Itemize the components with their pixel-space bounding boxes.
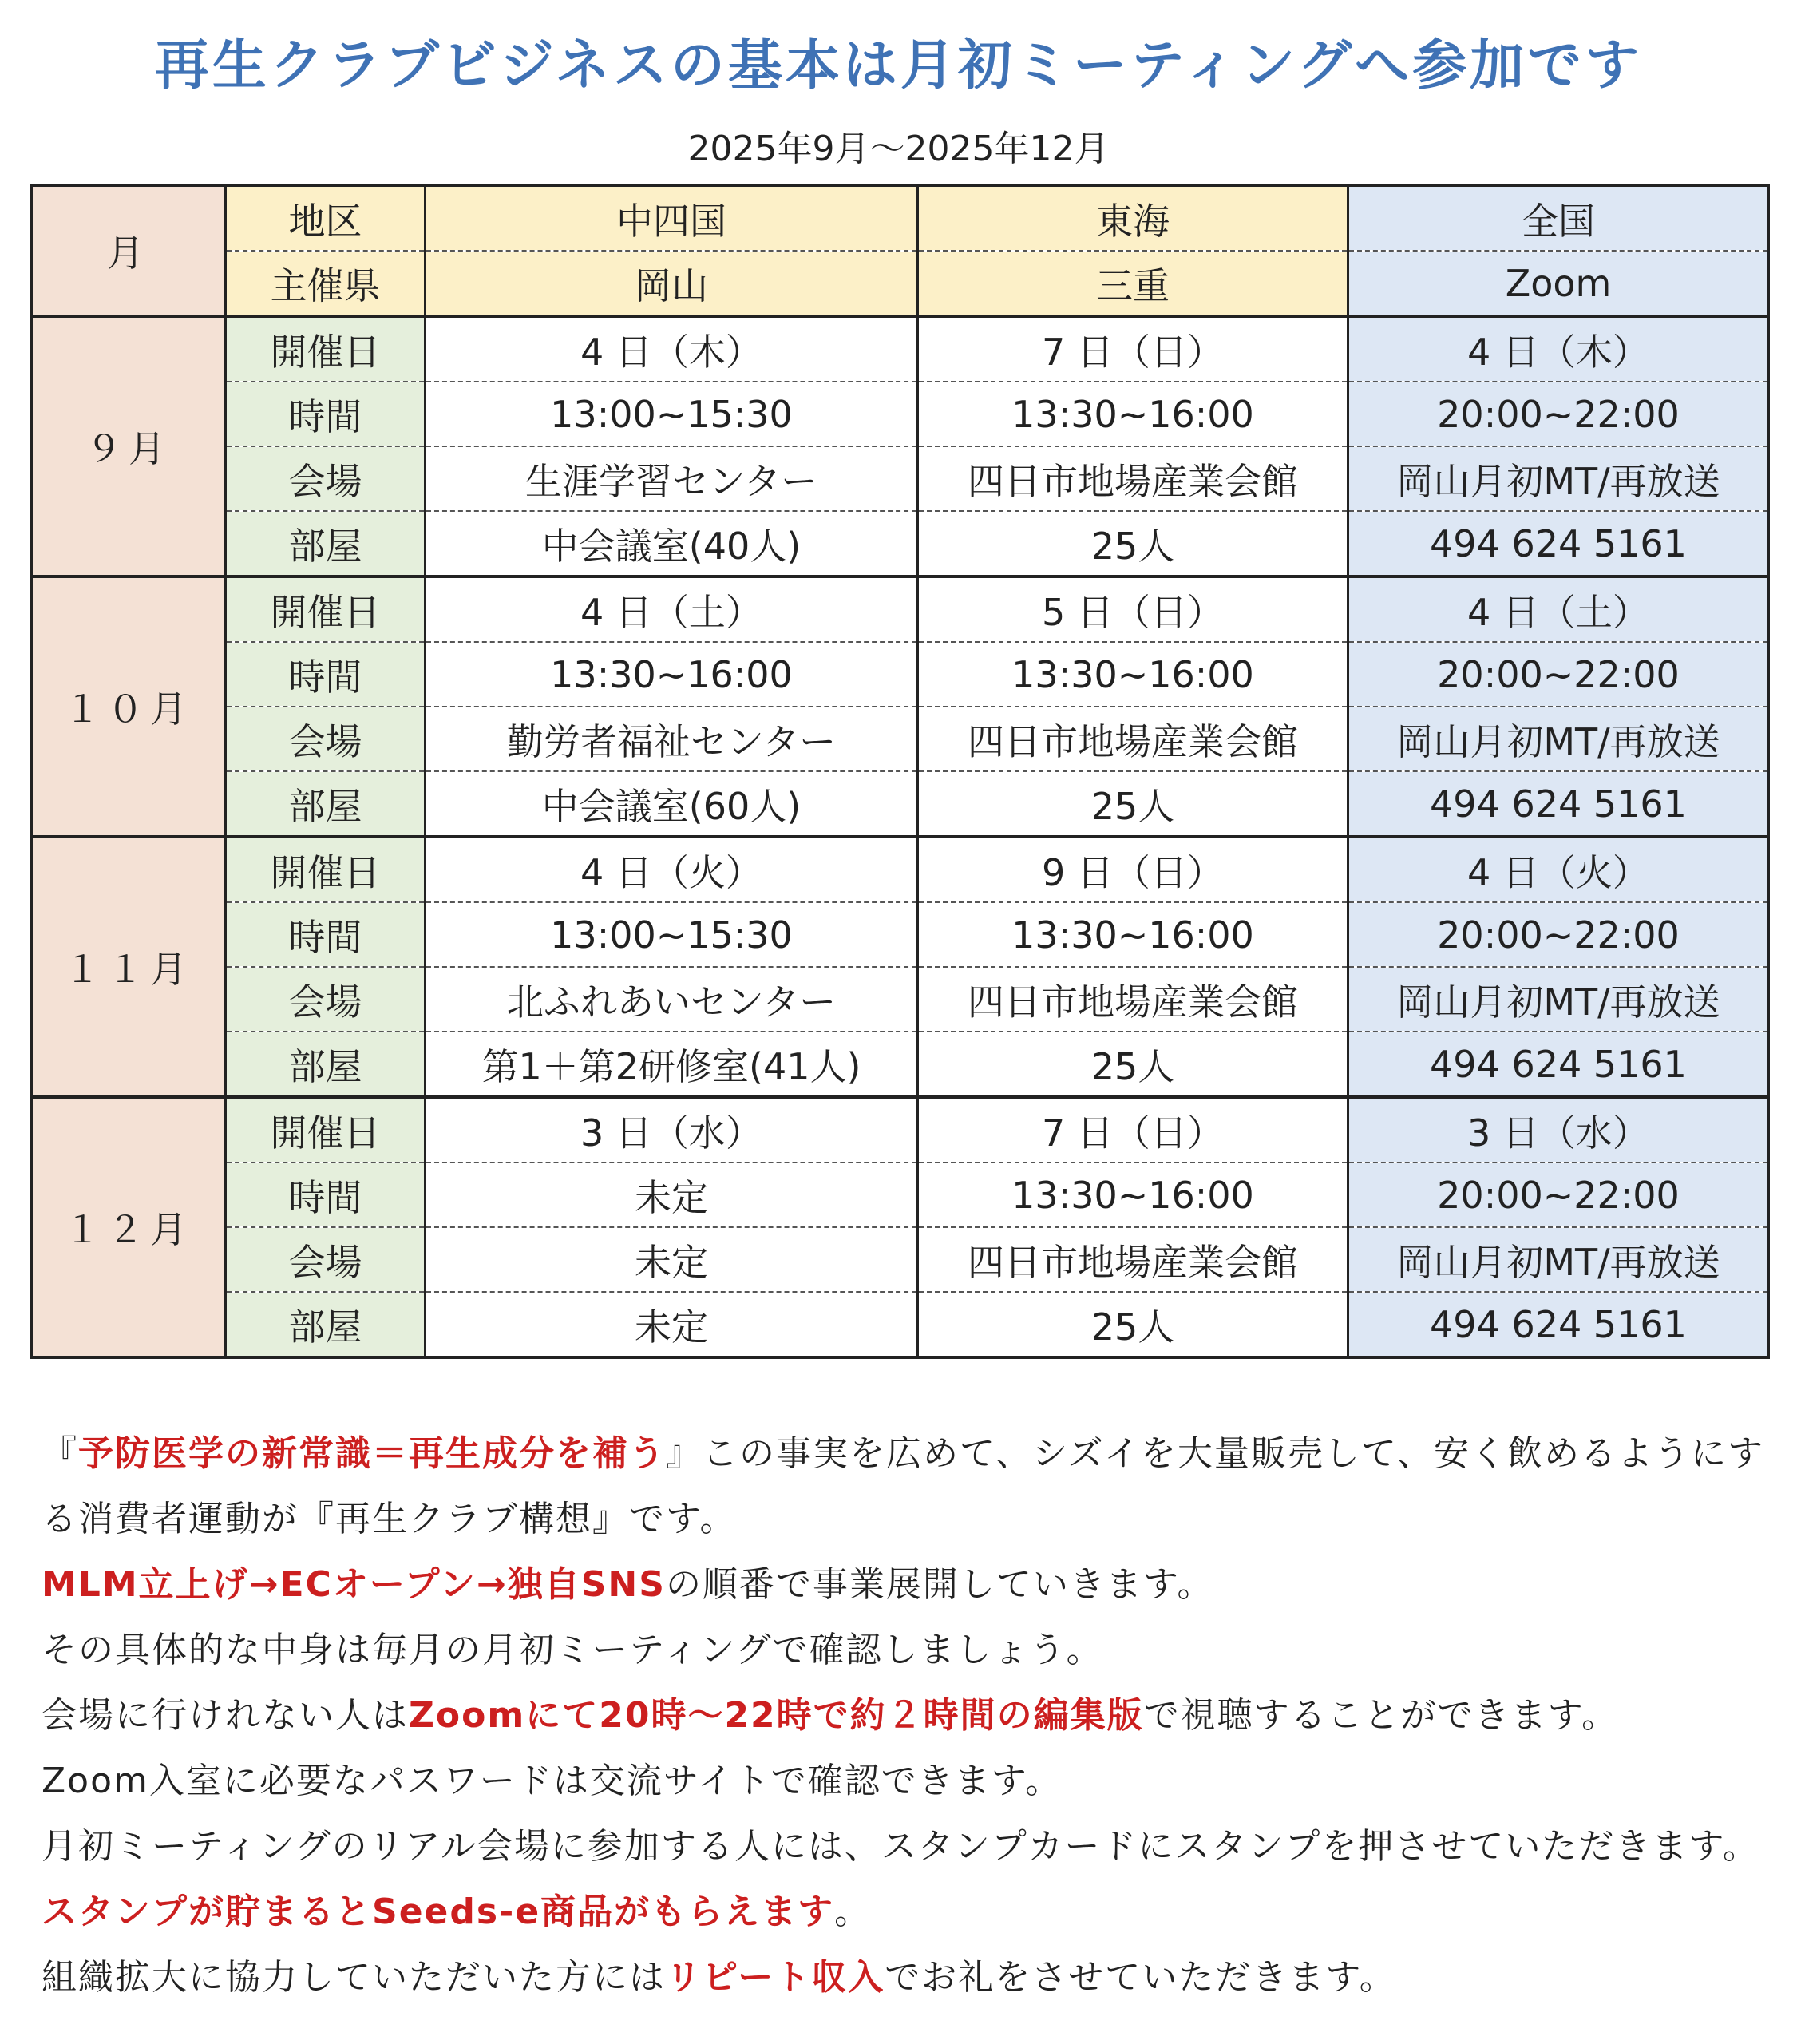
table-row	[32, 967, 1769, 1032]
header-row-region	[32, 185, 1769, 251]
row-label-time: 時間	[226, 382, 426, 446]
venue-cell-mie: 四日市地場産業会館	[918, 707, 1348, 771]
row-label-time: 時間	[226, 642, 426, 707]
schedule-period: 2025年9月～2025年12月	[687, 129, 1110, 169]
date-cell-mie: 7 日（日）	[918, 316, 1348, 382]
note-paragraph	[42, 1421, 1766, 1552]
time-cell-zoom: 20:00~22:00	[1348, 1163, 1769, 1227]
row-label-venue: 会場	[226, 707, 426, 771]
note-text: で視聴することができます。	[1143, 1695, 1619, 1736]
table-row	[32, 642, 1769, 707]
time-cell-mie: 13:30~16:00	[918, 642, 1348, 707]
table-row	[32, 446, 1769, 511]
note-text: でお礼をさせていただきます。	[885, 1957, 1396, 1998]
venue-cell-mie: 四日市地場産業会館	[918, 967, 1348, 1032]
row-label-room: 部屋	[226, 1032, 426, 1097]
table-row	[32, 707, 1769, 771]
note-highlight: Zoomにて20時～22時で約２時間の編集版	[409, 1695, 1144, 1736]
row-label-date: 開催日	[226, 576, 426, 642]
region-chushikoku: 中四国	[426, 185, 918, 251]
row-label-date: 開催日	[226, 316, 426, 382]
table-row	[32, 511, 1769, 576]
time-cell-okayama: 未定	[426, 1163, 918, 1227]
date-cell-mie: 5 日（日）	[918, 576, 1348, 642]
room-cell-okayama: 中会議室(40人)	[426, 511, 918, 576]
room-cell-mie: 25人	[918, 1292, 1348, 1357]
row-label-room: 部屋	[226, 511, 426, 576]
table-row	[32, 1097, 1769, 1163]
date-cell-mie: 9 日（日）	[918, 837, 1348, 902]
venue-cell-mie: 四日市地場産業会館	[918, 1227, 1348, 1292]
month-cell: １１月	[32, 837, 226, 1097]
room-cell-zoom: 494 624 5161	[1348, 1292, 1769, 1357]
row-label-venue: 会場	[226, 446, 426, 511]
room-cell-mie: 25人	[918, 771, 1348, 837]
venue-cell-okayama: 未定	[426, 1227, 918, 1292]
note-text: Zoom入室に必要なパスワードは交流サイトで確認できます。	[42, 1761, 1063, 1801]
date-cell-zoom: 4 日（火）	[1348, 837, 1769, 902]
table-row	[32, 316, 1769, 382]
note-text: 組織拡大に協力していただいた方には	[42, 1957, 666, 1998]
note-paragraph	[42, 1749, 1766, 1814]
pref-okayama: 岡山	[426, 251, 918, 316]
note-text: 。	[834, 1891, 872, 1932]
room-cell-zoom: 494 624 5161	[1348, 771, 1769, 837]
table-row	[32, 1227, 1769, 1292]
page-title: 再生クラブビジネスの基本は月初ミーティングへ参加です	[154, 34, 1643, 97]
table-row	[32, 1163, 1769, 1227]
note-paragraph	[42, 1552, 1766, 1618]
room-cell-okayama: 第1＋第2研修室(41人)	[426, 1032, 918, 1097]
pref-mie: 三重	[918, 251, 1348, 316]
note-highlight: スタンプが貯まるとSeeds-e商品がもらえます	[42, 1891, 835, 1932]
date-cell-mie: 7 日（日）	[918, 1097, 1348, 1163]
month-cell: １２月	[32, 1097, 226, 1357]
note-highlight: MLM立上げ→ECオープン→独自SNS	[42, 1564, 666, 1605]
date-cell-okayama: 4 日（木）	[426, 316, 918, 382]
pref-zoom: Zoom	[1348, 251, 1769, 316]
time-cell-okayama: 13:00~15:30	[426, 382, 918, 446]
venue-cell-okayama: 生涯学習センター	[426, 446, 918, 511]
venue-cell-zoom: 岡山月初MT/再放送	[1348, 967, 1769, 1032]
venue-cell-zoom: 岡山月初MT/再放送	[1348, 707, 1769, 771]
note-paragraph	[42, 1683, 1766, 1749]
note-text: の順番で事業展開していきます。	[665, 1564, 1214, 1605]
room-cell-zoom: 494 624 5161	[1348, 1032, 1769, 1097]
pref-label: 主催県	[226, 251, 426, 316]
notes-section	[42, 1421, 1766, 2010]
note-highlight: リピート収入	[666, 1957, 885, 1998]
month-cell: ９月	[32, 316, 226, 576]
table-row	[32, 771, 1769, 837]
venue-cell-okayama: 北ふれあいセンター	[426, 967, 918, 1032]
note-text: 』この事実を広めて、シズイを大量販売して、安く飲めるようにする消費者運動が『再生クラブ構想』です。	[42, 1433, 1765, 1539]
room-cell-okayama: 中会議室(60人)	[426, 771, 918, 837]
venue-cell-zoom: 岡山月初MT/再放送	[1348, 1227, 1769, 1292]
row-label-date: 開催日	[226, 837, 426, 902]
date-cell-zoom: 4 日（土）	[1348, 576, 1769, 642]
row-label-venue: 会場	[226, 1227, 426, 1292]
room-cell-zoom: 494 624 5161	[1348, 511, 1769, 576]
region-national: 全国	[1348, 185, 1769, 251]
region-label: 地区	[226, 185, 426, 251]
note-text: 会場に行けれない人は	[42, 1695, 409, 1736]
table-row	[32, 837, 1769, 902]
header-row-pref	[32, 251, 1769, 316]
note-text: 月初ミーティングのリアル会場に参加する人には、スタンプカードにスタンプを押させていただきます。	[42, 1826, 1759, 1867]
room-cell-mie: 25人	[918, 511, 1348, 576]
row-label-room: 部屋	[226, 1292, 426, 1357]
time-cell-mie: 13:30~16:00	[918, 1163, 1348, 1227]
venue-cell-mie: 四日市地場産業会館	[918, 446, 1348, 511]
date-cell-zoom: 4 日（木）	[1348, 316, 1769, 382]
table-row	[32, 382, 1769, 446]
date-cell-okayama: 4 日（土）	[426, 576, 918, 642]
time-cell-okayama: 13:30~16:00	[426, 642, 918, 707]
date-cell-okayama: 4 日（火）	[426, 837, 918, 902]
date-cell-okayama: 3 日（水）	[426, 1097, 918, 1163]
note-paragraph	[42, 1945, 1766, 2010]
time-cell-mie: 13:30~16:00	[918, 902, 1348, 967]
table-row	[32, 576, 1769, 642]
time-cell-okayama: 13:00~15:30	[426, 902, 918, 967]
room-cell-okayama: 未定	[426, 1292, 918, 1357]
time-cell-zoom: 20:00~22:00	[1348, 902, 1769, 967]
venue-cell-okayama: 勤労者福祉センター	[426, 707, 918, 771]
row-label-venue: 会場	[226, 967, 426, 1032]
row-label-time: 時間	[226, 902, 426, 967]
region-tokai: 東海	[918, 185, 1348, 251]
note-highlight: 予防医学の新常識＝再生成分を補う	[78, 1433, 666, 1474]
table-row	[32, 1292, 1769, 1357]
row-label-room: 部屋	[226, 771, 426, 837]
table-row	[32, 902, 1769, 967]
meeting-schedule-table	[30, 184, 1770, 1359]
month-header: 月	[32, 185, 226, 316]
month-cell: １０月	[32, 576, 226, 837]
note-paragraph	[42, 1618, 1766, 1683]
date-cell-zoom: 3 日（水）	[1348, 1097, 1769, 1163]
table-row	[32, 1032, 1769, 1097]
note-paragraph	[42, 1814, 1766, 1945]
room-cell-mie: 25人	[918, 1032, 1348, 1097]
time-cell-zoom: 20:00~22:00	[1348, 642, 1769, 707]
note-text: その具体的な中身は毎月の月初ミーティングで確認しましょう。	[42, 1630, 1103, 1670]
time-cell-zoom: 20:00~22:00	[1348, 382, 1769, 446]
row-label-date: 開催日	[226, 1097, 426, 1163]
note-text: 『	[42, 1433, 78, 1474]
time-cell-mie: 13:30~16:00	[918, 382, 1348, 446]
venue-cell-zoom: 岡山月初MT/再放送	[1348, 446, 1769, 511]
row-label-time: 時間	[226, 1163, 426, 1227]
